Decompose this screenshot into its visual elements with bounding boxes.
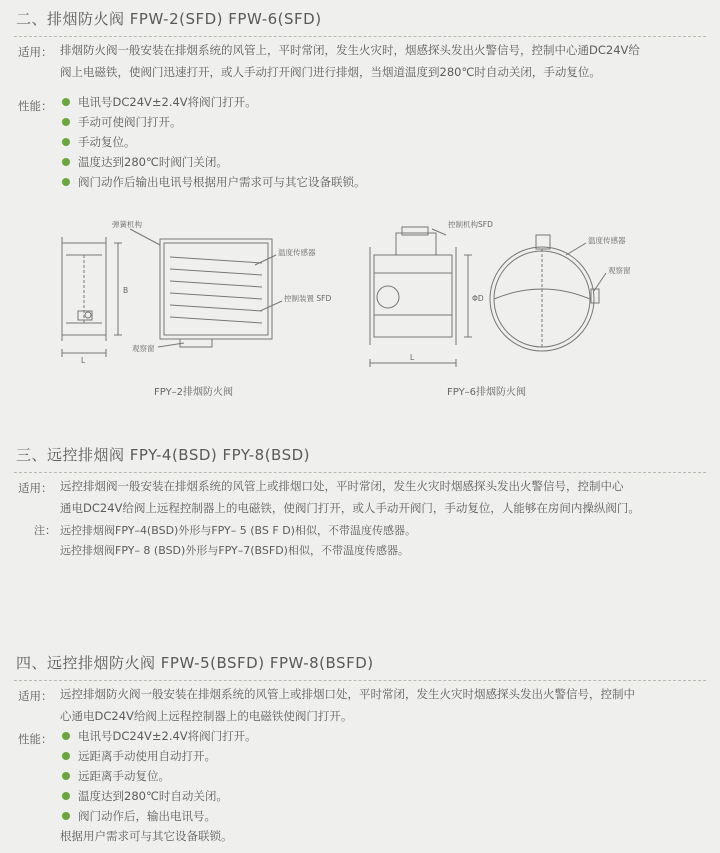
section4-title: 四、远控排烟防火阀 FPW-5(BSFD) FPW-8(BSFD) <box>16 654 374 672</box>
list-item: 温度达到280℃时自动关闭。 <box>62 786 257 806</box>
section2-bullet-list <box>62 92 366 192</box>
bullet-dot-icon <box>62 812 70 820</box>
section3-usage-label: 适用： <box>18 481 53 495</box>
dimension-b-label: B <box>123 286 129 295</box>
bullet-dot-icon <box>62 772 70 780</box>
observation-window-label-right: 观察窗 <box>608 266 631 275</box>
bullet-dot-icon <box>62 138 70 146</box>
list-item: 电讯号DC24V±2.4V将阀门打开。 <box>62 726 257 746</box>
section4-usage-line2: 心通电DC24V给阀上远程控制器上的电磁铁使阀门打开。 <box>60 709 353 723</box>
section2-title: 二、排烟防火阀 FPW-2(SFD) FPW-6(SFD) <box>16 10 322 28</box>
spring-mechanism-label: 弹簧机构 <box>112 220 142 229</box>
fpy6-valve-drawing <box>360 215 700 370</box>
section3-usage-line1: 远控排烟阀一般安装在排烟系统的风管上或排烟口处，平时常闭，发生火灾时烟感探头发出火警信号，控制中心 <box>60 479 624 493</box>
section3-note-line2: 远控排烟阀FPY– 8 (BSD)外形与FPY–7(BSFD)相似，不带温度传感器。 <box>60 544 409 557</box>
list-item: 手动可使阀门打开。 <box>62 112 366 132</box>
section2-divider <box>14 36 706 38</box>
bullet-dot-icon <box>62 118 70 126</box>
list-item: 手动复位。 <box>62 132 366 152</box>
control-mechanism-label: 控制机构SFD <box>448 220 493 229</box>
section4-bullet-list <box>62 726 257 826</box>
section4-performance-label: 性能： <box>18 732 53 746</box>
bullet-dot-icon <box>62 752 70 760</box>
list-item: 远距离手动使用自动打开。 <box>62 746 257 766</box>
observation-window-label: 观察窗 <box>132 344 155 353</box>
bullet-dot-icon <box>62 732 70 740</box>
bullet-dot-icon <box>62 158 70 166</box>
list-item: 电讯号DC24V±2.4V将阀门打开。 <box>62 92 366 112</box>
dimension-l-label: L <box>81 356 86 365</box>
section4-usage-line1: 远控排烟防火阀一般安装在排烟系统的风管上或排烟口处，平时常闭，发生火灾时烟感探头发出火警信号，控制中 <box>60 687 635 701</box>
section2-performance-label: 性能： <box>18 99 53 113</box>
dimension-l-label-right: L <box>410 353 415 362</box>
fpy2-valve-drawing <box>50 215 350 365</box>
fpy6-caption: FPY–6排烟防火阀 <box>447 387 527 398</box>
list-item: 温度达到280℃时阀门关闭。 <box>62 152 366 172</box>
list-item: 远距离手动复位。 <box>62 766 257 786</box>
list-item: 阀门动作后输出电讯号根据用户需求可与其它设备联锁。 <box>62 172 366 192</box>
section2-usage-label: 适用： <box>18 45 53 59</box>
section3-usage-line2: 通电DC24V给阀上远程控制器上的电磁铁，使阀门打开，或人手动开阀门，手动复位，人能够在房间内操纵阀门。 <box>60 501 640 515</box>
section4-divider <box>14 680 706 682</box>
temp-sensor-label-right: 温度传感器 <box>588 236 626 245</box>
bullet-dot-icon <box>62 792 70 800</box>
bullet-dot-icon <box>62 178 70 186</box>
section4-tail-text: 根据用户需求可与其它设备联锁。 <box>60 829 233 843</box>
section2-usage-line1: 排烟防火阀一般安装在排烟系统的风管上，平时常闭，发生火灾时，烟感探头发出火警信号，控制中心通DC24V给 <box>60 43 640 57</box>
section3-note-line1: 远控排烟阀FPY–4(BSD)外形与FPY– 5 (BS F D)相似，不带温度传感器。 <box>60 524 416 537</box>
section3-title: 三、远控排烟阀 FPY-4(BSD) FPY-8(BSD) <box>16 446 311 464</box>
section2-usage-line2: 阀上电磁铁，使阀门迅速打开，或人手动打开阀门进行排烟，当烟道温度到280℃时自动关闭，手动复位。 <box>60 65 601 79</box>
list-item: 阀门动作后，输出电讯号。 <box>62 806 257 826</box>
section3-divider <box>14 472 706 474</box>
fpy2-caption: FPY–2排烟防火阀 <box>154 387 234 398</box>
section3-note-label: 注： <box>34 524 56 537</box>
section4-usage-label: 适用： <box>18 689 53 703</box>
control-device-label: 控制装置 SFD <box>284 294 332 303</box>
bullet-dot-icon <box>62 98 70 106</box>
temp-sensor-label: 温度传感器 <box>278 248 316 257</box>
dimension-d-label: ΦD <box>472 294 484 303</box>
